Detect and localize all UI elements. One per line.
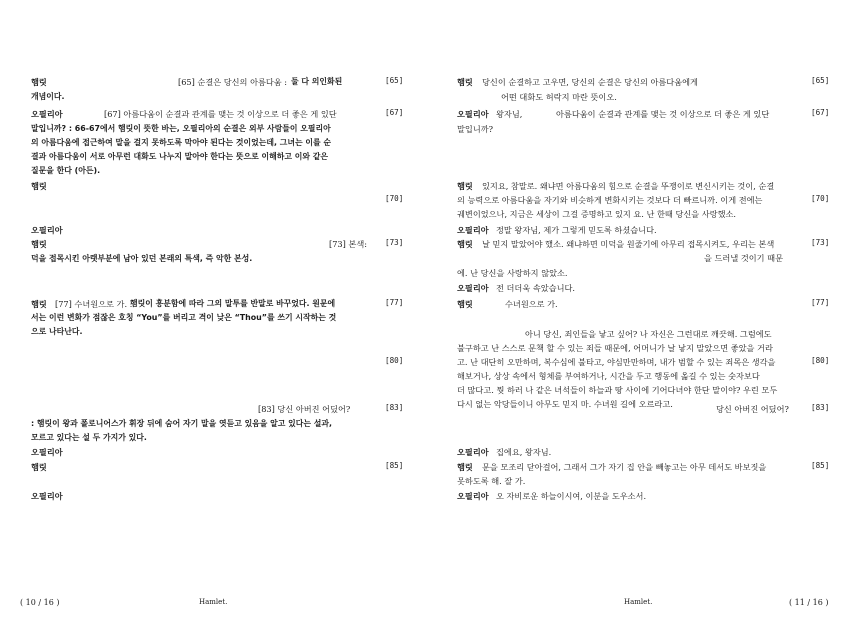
dialogue-line: 을 드러낼 것이기 때문	[704, 253, 783, 263]
dialogue-line: 문을 모조리 닫아걸어, 그래서 그가 자기 집 안을 빼놓고는 아무 데서도 바보짓을	[482, 462, 767, 472]
annotation-text: 의 아름다움에 접근하여 말을 걸지 못하도록 막아야 된다는 것이었는데, 그녀는 이를 순	[31, 138, 332, 147]
dialogue-line: 집에요, 왕자님.	[496, 447, 552, 457]
speaker-name: 햄릿	[457, 181, 473, 191]
dialogue-line: 더 많다고. 뭣 하러 나 같은 녀석들이 하늘과 땅 사이에 기어다녀야 한단 말이야? 우린 모두	[457, 385, 778, 395]
footer-title: Hamlet.	[624, 598, 653, 606]
dialogue-line: 전 더더욱 속았습니다.	[496, 283, 575, 293]
dialogue-line: 해보거나, 상상 속에서 형체를 부여하거나, 시간을 두고 행동에 옮길 수 있는 숫자보다	[457, 371, 760, 381]
annotation-text: 질문을 한다 (아든).	[31, 166, 101, 175]
speaker-name: 오필리아	[457, 491, 489, 501]
dialogue-line: [83] 당신 아버진 어딨어?	[258, 404, 351, 414]
speaker-name: 햄릿	[31, 299, 47, 309]
annotation-text: 햄릿이 흥분함에 따라 그의 말투를 반말로 바꾸었다. 원문에	[130, 299, 336, 308]
page-number: ( 11 / 16 )	[789, 598, 829, 607]
dialogue-line: 수녀원으로 가.	[505, 299, 558, 309]
dialogue-line: 날 믿지 말았어야 했소. 왜냐하면 미덕을 원줄기에 아무리 접목시켜도, 우리는 본색	[482, 239, 775, 249]
line-number: [73]	[385, 238, 404, 247]
speaker-name: 오필리아	[457, 283, 489, 293]
speaker-name: 오필리아	[31, 447, 63, 457]
annotation-text: 서는 이런 변화가 점잖은 호칭 “You”를 버리고 격이 낮은 “Thou”를 쓰기 시작하는 것	[31, 313, 337, 322]
line-number: [65]	[811, 76, 830, 85]
dialogue-line: 에. 난 당신을 사랑하지 않았소.	[457, 268, 568, 278]
annotation-text: : 햄릿이 왕과 폴로니어스가 휘장 뒤에 숨어 자기 말을 엿듣고 있음을 알고 있다는 설과,	[31, 419, 333, 428]
line-number: [77]	[385, 298, 404, 307]
line-number: [83]	[385, 403, 404, 412]
dialogue-line: 다시 없는 악당들이니 아무도 믿지 마. 수녀원 길에 오르라고.	[457, 399, 673, 409]
line-number: [67]	[385, 108, 404, 117]
speaker-name: 오필리아	[457, 447, 489, 457]
annotation-text: 덕을 접목시킨 아랫부분에 남아 있던 본래의 특색, 즉 악한 본성.	[31, 254, 253, 263]
dialogue-line: 의 능력으로 아름다움을 자기와 비슷하게 변화시키는 것보다 더 빠르니까. 이게 전에는	[457, 195, 763, 205]
line-number: [70]	[385, 194, 404, 203]
dialogue-line: 불구하고 난 스스로 문책 할 수 있는 죄들 때문에, 어머니가 날 낳지 말았으면 좋았을 거라	[457, 343, 773, 353]
dialogue-line: 고. 난 대단히 오만하며, 복수심에 불타고, 야심만만하며, 내가 범할 수 있는 죄목은 생각을	[457, 357, 776, 367]
dialogue-line: 아니 당신, 죄인들을 낳고 싶어? 나 자신은 그런대로 깨끗해. 그럼에도	[525, 329, 772, 339]
dialogue-line: 못하도록 해. 잘 가.	[457, 476, 526, 486]
speaker-name: 햄릿	[31, 239, 47, 249]
speaker-name: 햄릿	[31, 181, 47, 191]
speaker-name: 햄릿	[457, 77, 473, 87]
line-number: [77]	[811, 298, 830, 307]
dialogue-line: [77] 수녀원으로 가. :	[55, 299, 133, 309]
speaker-name: 오필리아	[31, 491, 63, 501]
dialogue-line: 말입니까?	[457, 124, 494, 134]
line-number: [67]	[811, 108, 830, 117]
dialogue-line: 당신 아버진 어딨어?	[716, 404, 789, 414]
dialogue-line: [67] 아름다움이 순결과 관계를 맺는 것 이상으로 더 좋은 게 있단	[104, 109, 337, 119]
speaker-name: 햄릿	[31, 462, 47, 472]
dialogue-line: 왕자님,	[496, 109, 523, 119]
speaker-name: 햄릿	[457, 462, 473, 472]
dialogue-line: [65] 순결은 당신의 아름다움 :	[178, 77, 288, 87]
speaker-name: 오필리아	[457, 109, 489, 119]
dialogue-line: 어떤 대화도 허락지 마란 뜻이오.	[501, 92, 617, 102]
annotation-text: 개념이다.	[31, 92, 65, 101]
line-number: [65]	[385, 76, 404, 85]
line-number: [83]	[811, 403, 830, 412]
line-number: [85]	[385, 461, 404, 470]
line-number: [85]	[811, 461, 830, 470]
dialogue-line: [73] 본색:	[329, 239, 367, 249]
page-number: ( 10 / 16 )	[20, 598, 60, 607]
dialogue-line: 아름다움이 순결과 관계를 맺는 것 이상으로 더 좋은 게 있단	[556, 109, 770, 119]
annotation-text: 으로 나타난다.	[31, 327, 83, 336]
footer-title: Hamlet.	[199, 598, 228, 606]
annotation-text: 말입니까? : 66-67에서 햄릿이 뜻한 바는, 오필리아의 순결은 외부 사람들이 오필리아	[31, 124, 331, 133]
dialogue-line: 오 자비로운 하늘이시여, 이분을 도우소서.	[496, 491, 647, 501]
speaker-name: 햄릿	[457, 239, 473, 249]
annotation-text: 결과 아름다움이 서로 아무런 대화도 나누지 말아야 한다는 뜻으로 이해하고 이와 같은	[31, 152, 329, 161]
speaker-name: 햄릿	[457, 299, 473, 309]
line-number: [80]	[811, 356, 830, 365]
speaker-name: 햄릿	[31, 77, 47, 87]
line-number: [73]	[811, 238, 830, 247]
speaker-name: 오필리아	[457, 225, 489, 235]
annotation-text: 둘 다 의인화된	[291, 77, 343, 86]
dialogue-line: 당신이 순결하고 고우면, 당신의 순결은 당신의 아름다움에게	[482, 77, 698, 87]
line-number: [70]	[811, 194, 830, 203]
right-page	[425, 0, 850, 624]
annotation-text: 모르고 있다는 설 두 가지가 있다.	[31, 433, 147, 442]
speaker-name: 오필리아	[31, 109, 63, 119]
dialogue-line: 궤변이었으나, 지금은 세상이 그걸 증명하고 있지 요. 난 한때 당신을 사랑했소.	[457, 209, 737, 219]
speaker-name: 오필리아	[31, 225, 63, 235]
line-number: [80]	[385, 356, 404, 365]
dialogue-line: 있지요, 참말로. 왜냐면 아름다움의 힘으로 순결을 뚜쟁이로 변신시키는 것이, 순결	[482, 181, 775, 191]
dialogue-line: 정말 왕자님, 제가 그렇게 믿도록 하셨습니다.	[496, 225, 657, 235]
